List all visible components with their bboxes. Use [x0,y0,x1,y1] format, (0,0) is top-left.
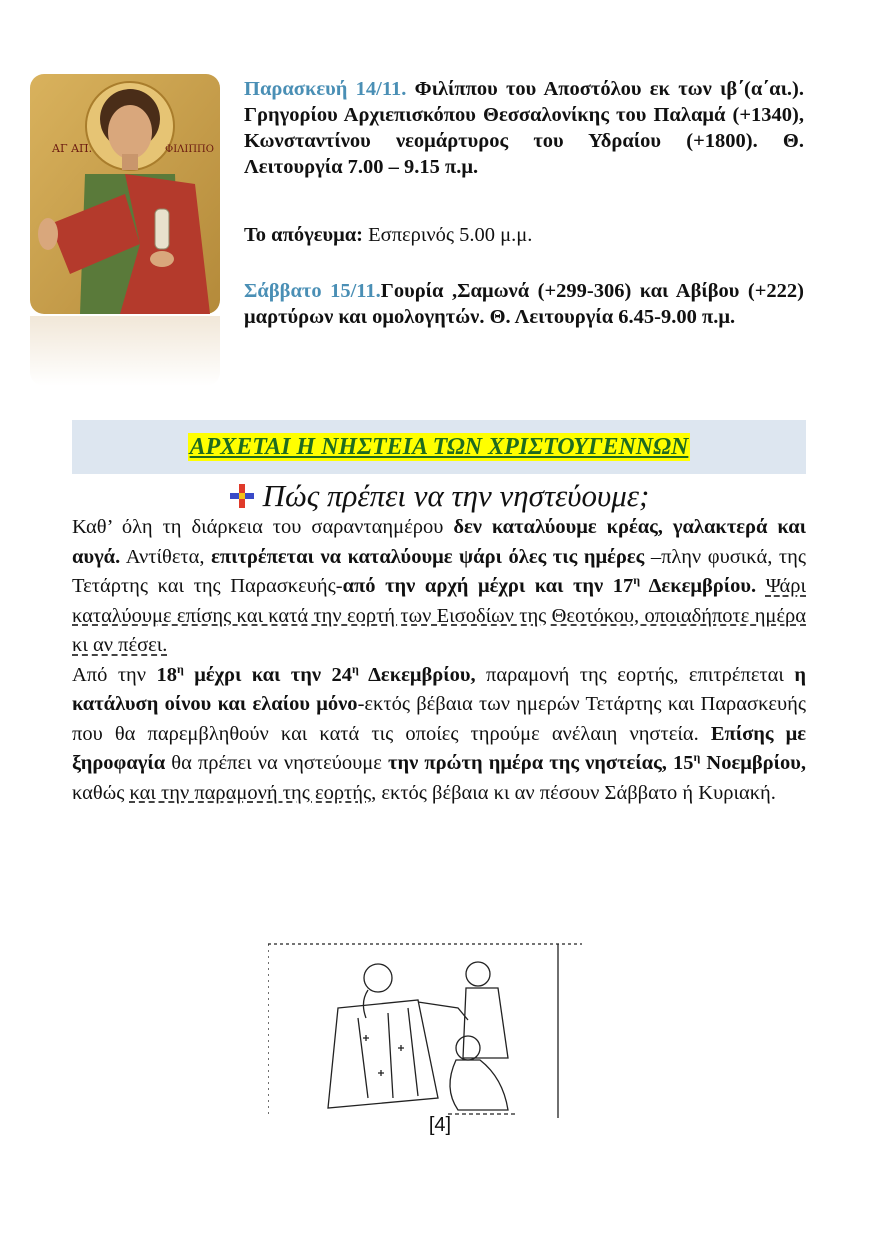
entry-afternoon [244,222,804,248]
bold-run: Νοεμβρίου, [700,752,806,774]
bold-run: Δεκεμβρίου, [358,663,476,686]
paragraph-2 [72,661,806,809]
bold-run: Επίσης με ξηροφαγία [72,722,806,774]
superscript: η [693,750,701,765]
apostle-philip-icon-image [30,74,220,314]
entry-day: Παρασκευή 14/11. [244,78,407,100]
underlined-run: Ψάρι καταλύουμε επίσης και κατά την εορτή των Εισοδίων της Θεοτόκου, οποιαδήποτε ημέρα κι αν πέσει. [72,575,807,656]
entry-label: Το απόγευμα: [244,224,363,246]
text-run: παραμονή της εορτής, επιτρέπεται [475,663,795,686]
text-run [756,575,766,597]
question-text: Πώς πρέπει να την νηστεύουμε; [262,478,650,513]
cross-bullet-icon [229,483,255,509]
entry-day: Σάββατο 15/11. [244,280,381,302]
superscript: η [633,573,641,588]
text-run: Καθ’ όλη τη διάρκεια του σαρανταημέρου [72,516,454,538]
icon-inscription-right: ΦΙΛΙΠΠΟ [165,144,214,155]
communion-engraving-image [268,938,582,1118]
icon-inscription-left: ΑΓ ΑΠ. [52,142,93,155]
bold-run: μέχρι και την 24 [183,663,352,686]
fasting-rules-text [72,513,806,808]
bold-run: δεν καταλύουμε κρέας, γαλακτερά και αυγά. [72,516,806,568]
text-run: θα πρέπει να νηστεύουμε [165,752,388,774]
page-number: [4] [428,1114,452,1136]
text-run: , εκτός βέβαια κι αν πέσουν Σάββατο ή Κυριακή. [371,781,776,804]
text-run: –πλην φυσικά, της Τετάρτης και της Παρασκευής- [72,545,806,597]
bold-run: Δεκεμβρίου. [640,575,757,597]
fast-banner [72,420,806,474]
entry-text: Γουρία ,Σαμωνά (+299-306) και Αβίβου (+222) μαρτύρων και ομολογητών [244,280,804,328]
bold-run: η κατάλυση οίνου και ελαίου μόνο [72,663,806,715]
superscript: η [351,661,359,676]
banner-title: ΑΡΧΕΤΑΙ Η ΝΗΣΤΕΙΑ ΤΩΝ ΧΡΙΣΤΟΥΓΕΝΝΩΝ [189,434,689,460]
text-run: Από την [72,663,157,686]
entry-text: Φιλίππου του Αποστόλου εκ των ιβ΄(α΄αι.). Γρηγορίου Αρχιεπισκόπου Θεσσαλονίκης του Παλαμά (+1340), Κωνσταντίνου νεομάρτυρος του Υδραίου (+1800). Θ. Λειτουργία 7.00 – 9.15 π.μ. [244,78,805,178]
superscript: η [176,661,184,676]
underlined-run: και την παραμονή της εορτής [129,781,372,804]
bold-run: επιτρέπεται να καταλύουμε ψάρι όλες τις ημέρες [211,545,645,568]
bold-run: από την αρχή μέχρι και την 17 [342,575,634,597]
bold-run: την πρώτη ημέρα της νηστείας, 15 [388,752,694,774]
text-run: -εκτός βέβαια των ημερών Τετάρτης και Παρασκευής που θα παρεμβληθούν και κατά τις οποίες τηρούμε ανέλαιη νηστεία. [72,693,807,745]
entry-saturday [244,278,804,330]
entry-text: Εσπερινός 5.00 μ.μ. [363,224,533,246]
icon-reflection [30,316,220,386]
section-heading [72,476,806,516]
entry-friday [244,76,804,180]
entry-tail: . Θ. Λειτουργία 6.45-9.00 π.μ. [479,306,736,328]
text-run: καθώς [72,781,130,804]
bold-run: 18 [156,663,177,686]
text-run: Αντίθετα, [120,545,212,568]
paragraph-1 [72,513,806,661]
